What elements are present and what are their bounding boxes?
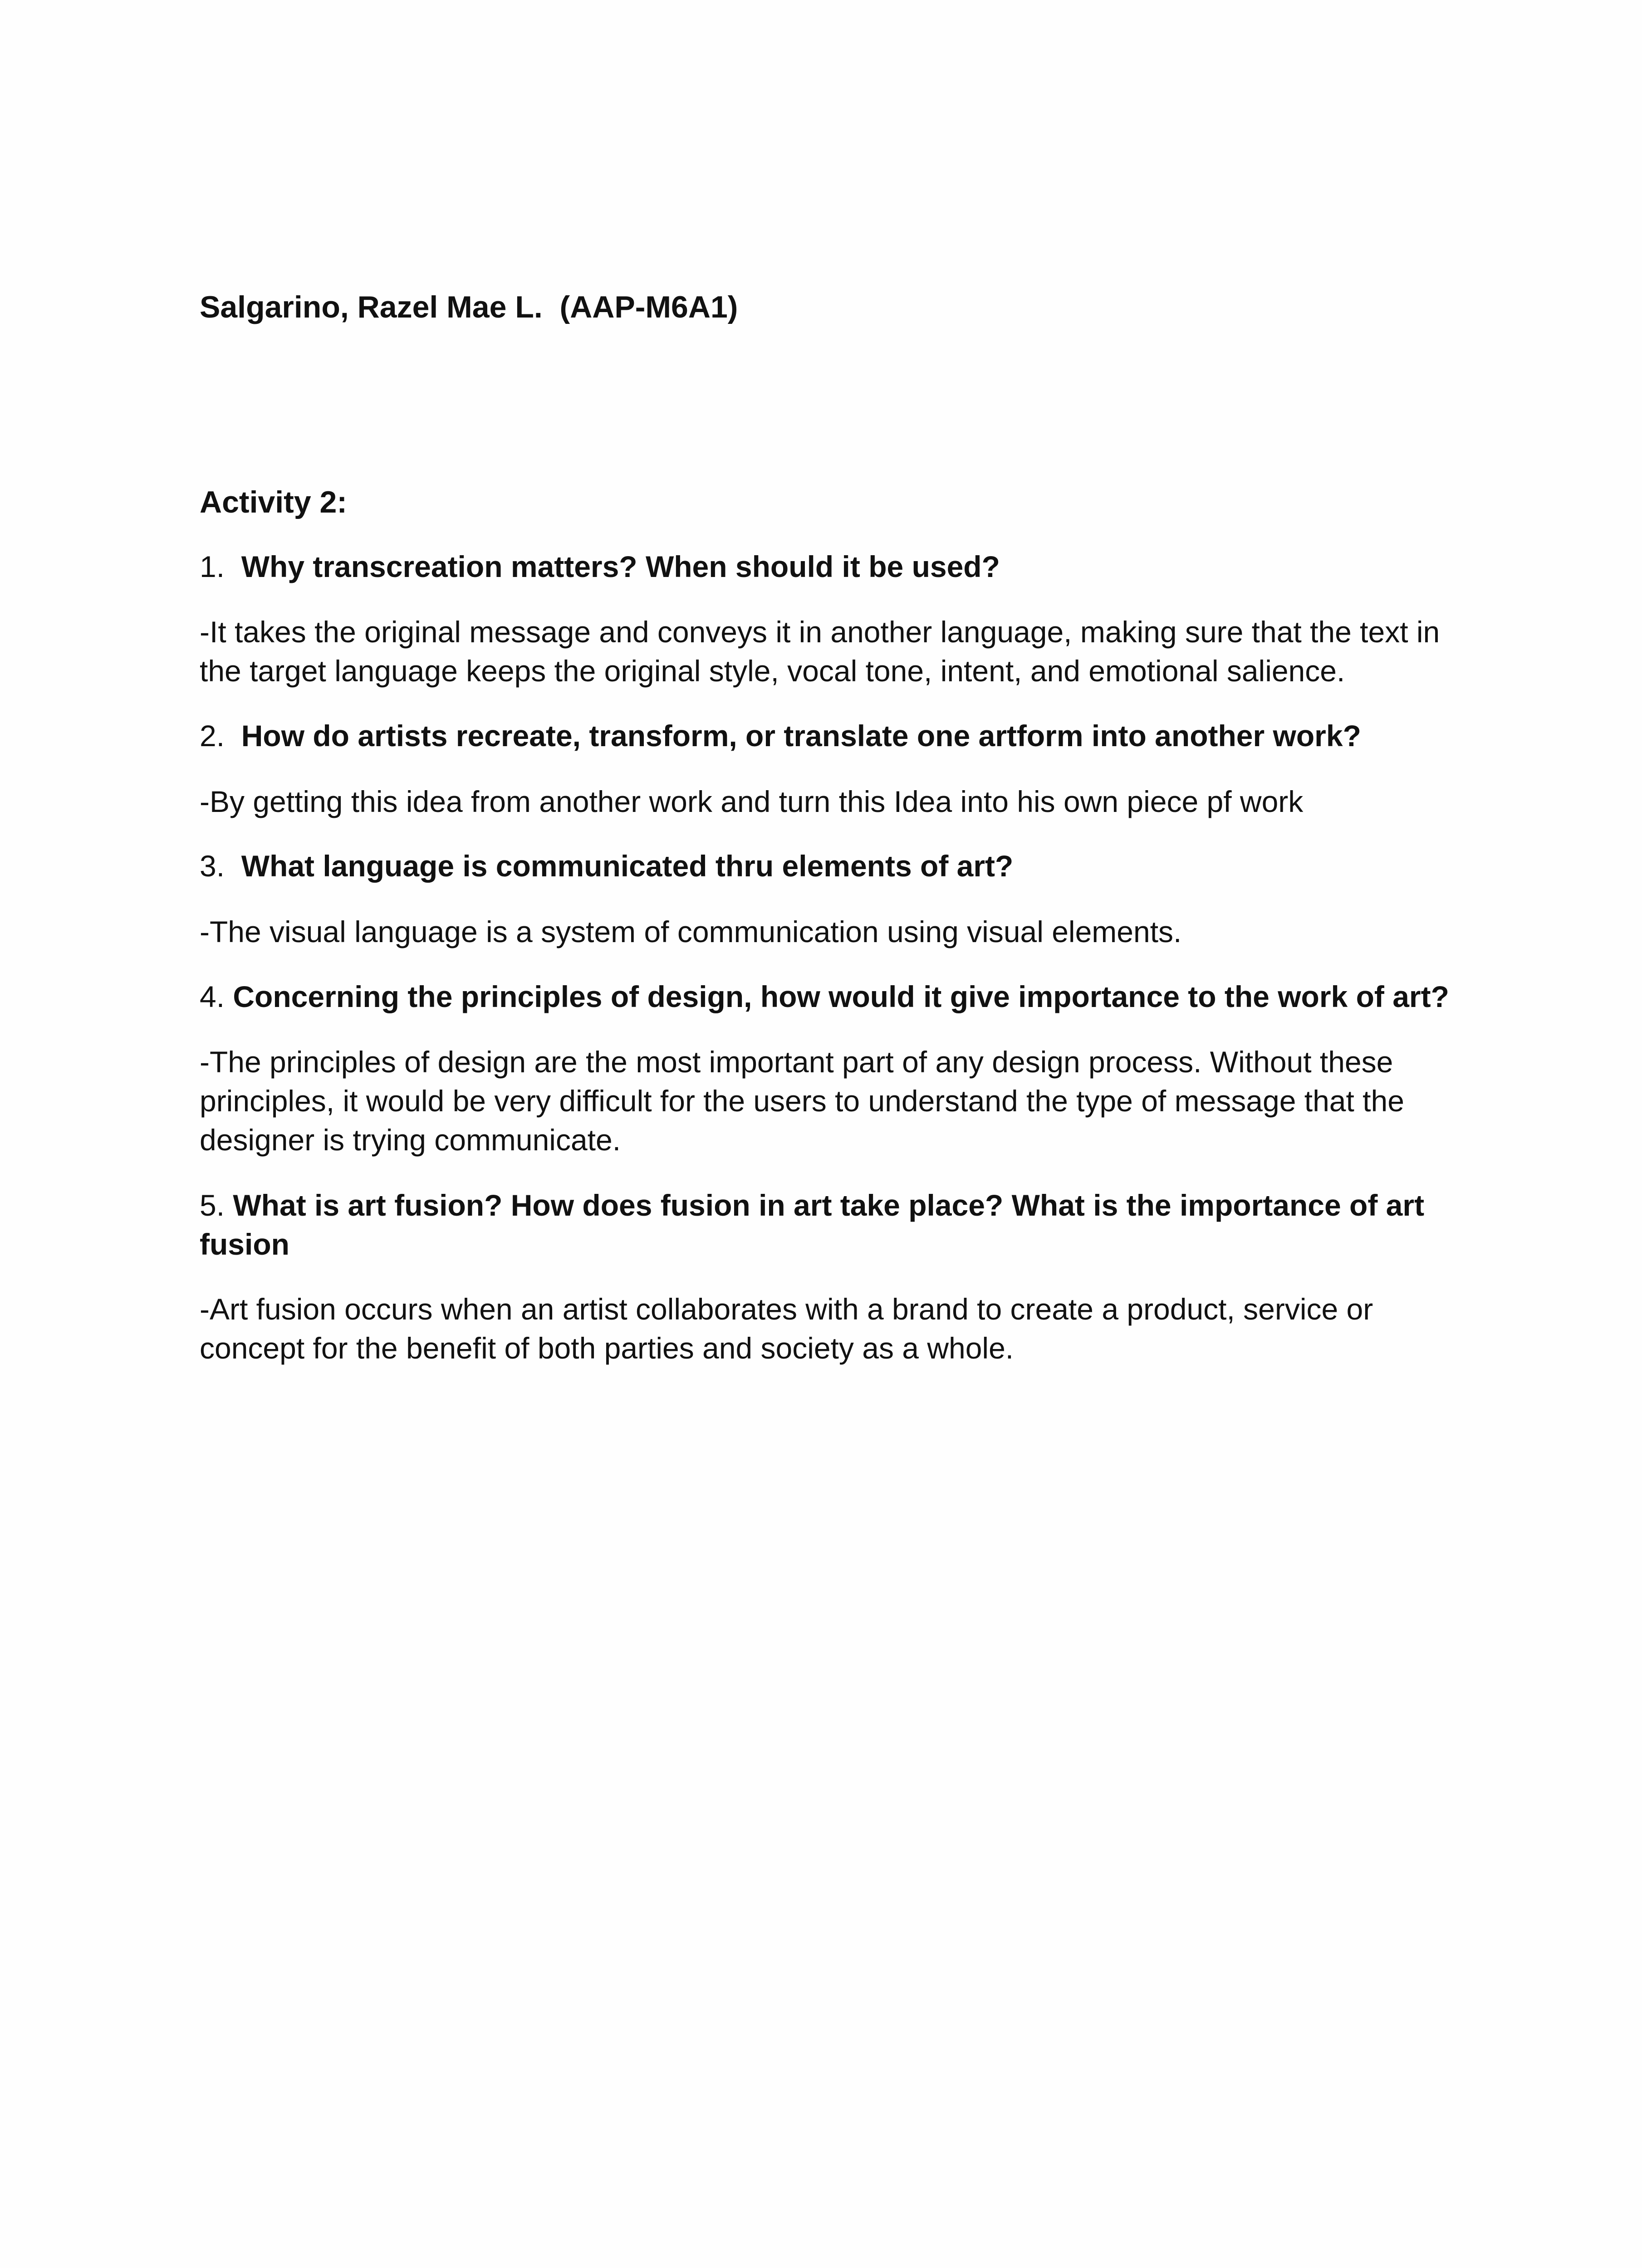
question-number: 5. [200, 1188, 233, 1222]
question-3 [200, 846, 1452, 885]
answer-4: -The principles of design are the most important part of any design process. Without these principles, it would be very difficult for the users to understand the type of message that the designer is trying communicate. [200, 1045, 1404, 1157]
question-1 [200, 547, 1452, 586]
question-number: 1. [200, 550, 241, 583]
question-number: 4. [200, 980, 233, 1013]
question-4 [200, 977, 1470, 1016]
answer-3: -The visual language is a system of communication using visual elements. [200, 915, 1182, 948]
answer-2: -By getting this idea from another work and turn this Idea into his own piece pf work [200, 785, 1304, 818]
question-text: What is art fusion? How does fusion in art take place? What is the importance of art fusion [200, 1188, 1425, 1261]
activity-heading: Activity 2: [200, 485, 347, 519]
question-number: 2. [200, 719, 241, 753]
answer-1: -It takes the original message and conveys it in another language, making sure that the text in the target language keeps the original style, vocal tone, intent, and emotional salience. [200, 615, 1440, 688]
question-2 [200, 716, 1452, 755]
question-text: What language is communicated thru elements of art? [241, 849, 1014, 883]
question-text: Why transcreation matters? When should it be used? [241, 550, 1000, 583]
student-name-header: Salgarino, Razel Mae L. (AAP-M6A1) [200, 290, 738, 324]
question-text: How do artists recreate, transform, or translate one artform into another work? [241, 719, 1361, 753]
question-text: Concerning the principles of design, how would it give importance to the work of art? [233, 980, 1449, 1013]
question-number: 3. [200, 849, 241, 883]
question-5 [200, 1186, 1452, 1264]
answer-5: -Art fusion occurs when an artist collaborates with a brand to create a product, service or concept for the benefit of both parties and society as a whole. [200, 1292, 1373, 1365]
